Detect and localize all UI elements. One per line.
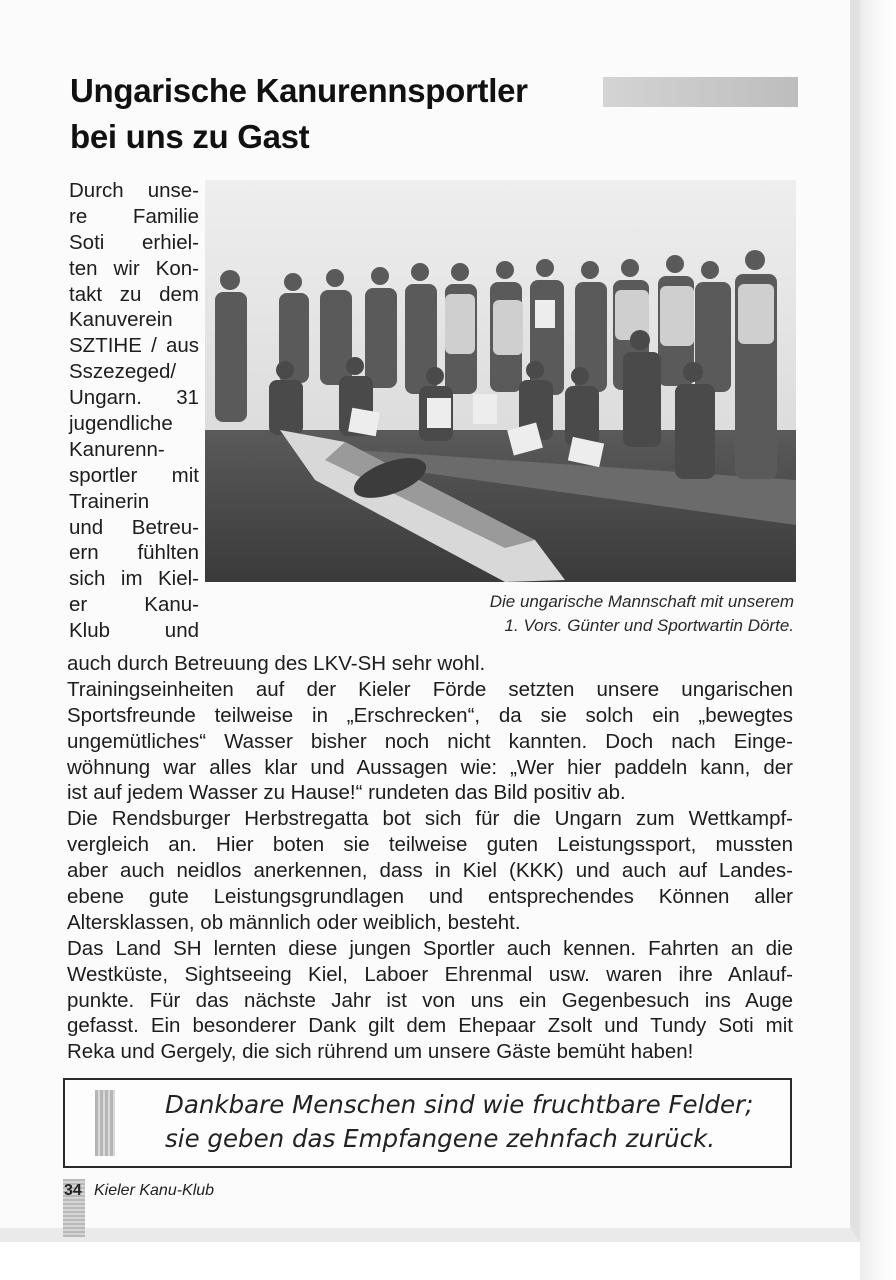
body-line: vergleich an. Hier boten sie teilweise guten Leistungssport, mussten [67, 833, 793, 857]
photo-caption [400, 590, 794, 638]
column-line: sich im Kiel- [69, 567, 199, 591]
column-line: jugendliche [69, 412, 173, 436]
column-line: Kanuverein [69, 308, 173, 332]
body-line: Die Rendsburger Herbstregatta bot sich für die Ungarn zum Wettkampf- [67, 807, 793, 831]
column-line: Kanurenn- [69, 437, 165, 461]
binding-edge [860, 0, 896, 1280]
column-line: takt zu dem [69, 282, 199, 306]
title-line-1: Ungarische Kanurennsportler [70, 72, 528, 109]
body-line: Reka und Gergely, die sich rührend um unsere Gäste bemüht haben! [67, 1040, 694, 1064]
quote-box [63, 1078, 792, 1168]
column-line: sportler mit [69, 463, 199, 487]
caption-line-1: Die ungarische Mannschaft mit unserem [489, 592, 794, 611]
body-line: wöhnung war alles klar und Aussagen wie: „Wer hier paddeln kann, der [67, 755, 793, 779]
body-line: aber auch neidlos anerkennen, dass in Kiel (KKK) und auch auf Landes- [67, 859, 793, 883]
column-line: re Familie [69, 204, 199, 228]
quote-decoration-bar [95, 1090, 115, 1156]
body-line: auch durch Betreuung des LKV-SH sehr wohl. [67, 652, 486, 675]
quote-text [165, 1088, 775, 1156]
body-line: Westküste, Sightseeing Kiel, Laboer Ehrenmal usw. waren ihre Anlauf- [67, 962, 793, 986]
full-width-text [67, 651, 793, 1065]
team-photo [205, 180, 796, 582]
footer-publication: Kieler Kanu-Klub [94, 1182, 215, 1199]
body-line: punkte. Für das nächste Jahr ist von uns ein Gegenbesuch ins Auge [67, 988, 793, 1012]
column-line: Trainerin [69, 489, 150, 513]
column-line: SZTIHE / aus [69, 334, 199, 358]
body-line: gefasst. Ein besonderer Dank gilt dem Ehepaar Zsolt und Tundy Soti mit [67, 1014, 793, 1038]
article-title [70, 68, 790, 160]
column-line: ern fühlten [69, 541, 199, 565]
column-line: Klub und [69, 619, 199, 643]
body-line: ungemütliches“ Wasser bisher noch nicht kannten. Doch nach Einge- [67, 729, 793, 753]
narrow-text-column [69, 178, 199, 644]
column-line: er Kanu- [69, 593, 199, 617]
column-line: Soti erhiel- [69, 230, 199, 254]
column-line: Sszezeged/ [69, 360, 177, 384]
caption-line-2: 1. Vors. Günter und Sportwartin Dörte. [504, 616, 794, 635]
body-line: Das Land SH lernten diese jungen Sportler auch kennen. Fahrten an die [67, 936, 793, 960]
quote-line-2: sie geben das Empfangene zehnfach zurück. [165, 1124, 716, 1153]
column-line: Durch unse- [69, 179, 199, 202]
body-line: ist auf jedem Wasser zu Hause!“ rundeten das Bild positiv ab. [67, 781, 626, 805]
title-line-2: bei uns zu Gast [70, 118, 310, 155]
body-line: Trainingseinheiten auf der Kieler Förde setzten unsere ungarischen [67, 677, 793, 701]
page-number: 34 [64, 1182, 82, 1199]
body-line: ebene gute Leistungsgrundlagen und entsprechendes Können aller [67, 885, 793, 909]
column-line: Ungarn. 31 [69, 386, 199, 410]
body-line: Altersklassen, ob männlich oder weiblich, besteht. [67, 910, 521, 934]
body-line: Sportsfreunde teilweise in „Erschrecken“, da sie solch ein „bewegtes [67, 703, 793, 727]
column-line: ten wir Kon- [69, 256, 199, 280]
quote-line-1: Dankbare Menschen sind wie fruchtbare Felder; [165, 1090, 754, 1119]
column-line: und Betreu- [69, 515, 199, 539]
